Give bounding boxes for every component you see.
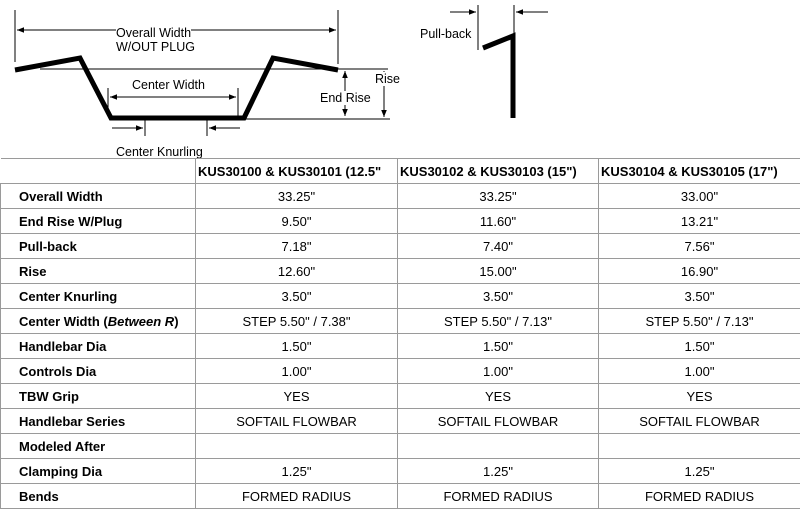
row-label-text: Handlebar Series: [19, 414, 125, 429]
table-row: [1, 234, 800, 259]
end-rise-label: End Rise: [320, 91, 371, 105]
table-cell: 3.50": [599, 284, 800, 309]
column-header-kus30100: KUS30100 & KUS30101 (12.5": [196, 159, 398, 184]
table-cell: 15.00": [398, 259, 599, 284]
table-cell: 7.18": [196, 234, 398, 259]
row-label: [1, 459, 196, 484]
row-label-text: Handlebar Dia: [19, 339, 106, 354]
table-cell: 1.50": [398, 334, 599, 359]
column-header-kus30102: KUS30102 & KUS30103 (15"): [398, 159, 599, 184]
table-row: [1, 259, 800, 284]
table-cell: 1.00": [196, 359, 398, 384]
row-label: [1, 409, 196, 434]
row-label-text: Overall Width: [19, 189, 103, 204]
row-label: [1, 234, 196, 259]
table-cell: 3.50": [398, 284, 599, 309]
row-label: [1, 284, 196, 309]
table-cell: STEP 5.50" / 7.13": [599, 309, 800, 334]
row-label: [1, 259, 196, 284]
table-cell: [196, 434, 398, 459]
table-cell: 33.25": [398, 184, 599, 209]
row-label: [1, 359, 196, 384]
table-header-row: [1, 159, 800, 184]
table-cell: 3.50": [196, 284, 398, 309]
handlebar-side-profile: [483, 36, 513, 118]
row-label-text: Clamping Dia: [19, 464, 102, 479]
table-row: [1, 434, 800, 459]
table-cell: 16.90": [599, 259, 800, 284]
table-row: [1, 334, 800, 359]
row-label-suffix: ): [174, 314, 178, 329]
row-label-text: Center Knurling: [19, 289, 117, 304]
row-label: [1, 434, 196, 459]
rise-label: Rise: [375, 72, 400, 86]
table-row: [1, 309, 800, 334]
table-cell: FORMED RADIUS: [196, 484, 398, 509]
column-header-kus30104: KUS30104 & KUS30105 (17"): [599, 159, 800, 184]
table-cell: 1.00": [398, 359, 599, 384]
table-cell: 13.21": [599, 209, 800, 234]
table-row: [1, 359, 800, 384]
center-knurling-label: Center Knurling: [116, 145, 203, 159]
table-cell: 12.60": [196, 259, 398, 284]
table-row: [1, 384, 800, 409]
table-cell: YES: [398, 384, 599, 409]
table-cell: [398, 434, 599, 459]
table-cell: FORMED RADIUS: [599, 484, 800, 509]
row-label: [1, 209, 196, 234]
table-cell: 9.50": [196, 209, 398, 234]
table-cell: SOFTAIL FLOWBAR: [196, 409, 398, 434]
row-label: [1, 309, 196, 334]
column-header-empty: [1, 159, 196, 184]
row-label-italic: Between R: [108, 314, 174, 329]
row-label-text: Modeled After: [19, 439, 105, 454]
row-label-text: Bends: [19, 489, 59, 504]
row-label: [1, 184, 196, 209]
table-cell: 7.40": [398, 234, 599, 259]
row-label: [1, 384, 196, 409]
table-cell: STEP 5.50" / 7.13": [398, 309, 599, 334]
row-label: [1, 484, 196, 509]
table-cell: 1.25": [599, 459, 800, 484]
row-label-text: End Rise W/Plug: [19, 214, 122, 229]
table-cell: SOFTAIL FLOWBAR: [599, 409, 800, 434]
table-cell: 1.50": [599, 334, 800, 359]
row-label-text: Rise: [19, 264, 46, 279]
row-label-text: TBW Grip: [19, 389, 79, 404]
row-label-text: Controls Dia: [19, 364, 96, 379]
pull-back-label: Pull-back: [420, 27, 471, 41]
row-label-text: Center Width (: [19, 314, 108, 329]
table-cell: 1.00": [599, 359, 800, 384]
table-cell: 7.56": [599, 234, 800, 259]
table-cell: 33.25": [196, 184, 398, 209]
table-row: [1, 184, 800, 209]
table-cell: 11.60": [398, 209, 599, 234]
table-row: [1, 459, 800, 484]
table-cell: FORMED RADIUS: [398, 484, 599, 509]
table-row: [1, 284, 800, 309]
without-plug-label: W/OUT PLUG: [116, 40, 195, 54]
table-cell: 1.50": [196, 334, 398, 359]
table-cell: 1.25": [398, 459, 599, 484]
table-cell: SOFTAIL FLOWBAR: [398, 409, 599, 434]
overall-width-label: Overall Width: [116, 26, 191, 40]
table-cell: YES: [599, 384, 800, 409]
table-cell: STEP 5.50" / 7.38": [196, 309, 398, 334]
table-row: [1, 209, 800, 234]
handlebar-dimension-diagram: [0, 0, 800, 158]
table-row: [1, 409, 800, 434]
specification-table: [0, 158, 800, 509]
table-cell: 33.00": [599, 184, 800, 209]
table-row: [1, 484, 800, 509]
row-label: [1, 334, 196, 359]
center-width-label: Center Width: [132, 78, 205, 92]
table-cell: YES: [196, 384, 398, 409]
table-cell: 1.25": [196, 459, 398, 484]
row-label-text: Pull-back: [19, 239, 77, 254]
table-cell: [599, 434, 800, 459]
